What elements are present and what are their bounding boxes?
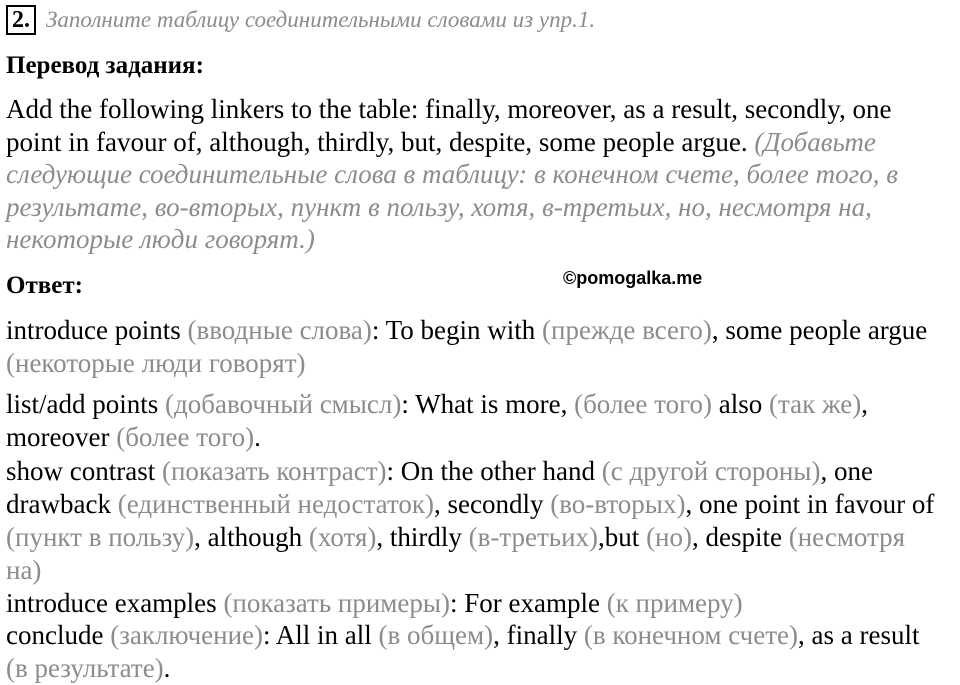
translation-gloss: (добавочный смысл) [165,389,402,419]
answer-text: , moreover [6,389,868,452]
answer-text: : What is more, [401,389,575,419]
translation-gloss: (во-вторых) [550,489,686,519]
translation-gloss: (вводные слова) [187,315,372,345]
translation-gloss: (единственный недостаток) [117,489,434,519]
answer-text: list/add points [6,389,166,419]
task-instruction: Заполните таблицу соединительными словами из упр.1. [46,7,596,32]
translation-gloss: (хотя) [308,522,377,552]
translation-gloss: (несмотря на) [6,522,906,585]
task-header [6,4,595,36]
answer-text: : To begin with [371,315,543,345]
translation-gloss: (показать контраст) [161,456,387,486]
answer-text: , despite [692,522,789,552]
translation-gloss: (некоторые люди говорят) [6,348,306,378]
answer-text: , one drawback [6,456,873,519]
translation-gloss: (так же) [768,389,862,419]
translation-gloss: (пункт в пользу) [6,522,195,552]
answer-text: . [163,653,171,683]
translation-gloss: (в общем) [378,620,494,650]
answer-heading: Ответ: [6,272,83,299]
translation-gloss: (более того) [116,422,255,452]
translation-heading: Перевод задания: [6,52,204,79]
answer-row-conclude [6,619,946,685]
translation-gloss: (прежде всего) [542,315,712,345]
answer-text: : For example [449,588,607,618]
answer-text: , although [194,522,309,552]
answer-text: , some people argue [711,315,928,345]
watermark: ©pomogalka.me [563,268,703,288]
translation-gloss: (более того) [574,389,712,419]
answer-text: ,but [598,522,647,552]
answer-text: also [711,389,769,419]
translation-paragraph [6,93,946,256]
answer-row-introduce-examples [6,587,946,620]
answer-text: conclude [6,620,111,650]
answer-text: , as a result [798,620,920,650]
answer-row-introduce-points [6,314,946,380]
translation-gloss: (но) [646,522,692,552]
translation-gloss: (заключение) [110,620,264,650]
translation-gloss: (к примеру) [606,588,743,618]
translation-gloss: (в-третьих) [468,522,599,552]
translation-gloss: (с другой стороны) [601,456,821,486]
answer-text: : All in all [263,620,379,650]
translation-russian: (Добавьте следующие соединительные слова в таблицу: в конечном счете, более того, в результате, во-вторых, пункт в пользу, хотя, в-третьих, но, несмотря на, некоторые люди говорят.) [6,126,898,254]
answer-text: , one point in favour of [685,489,935,519]
translation-english: Add the following linkers to the table: finally, moreover, as a result, secondly, one point in favour of, although, thirdly, but, despite, some people argue. [6,94,892,157]
answer-text: , thirdly [376,522,469,552]
translation-gloss: (в результате) [6,653,164,683]
answer-text: introduce examples [6,588,224,618]
answer-text: , finally [493,620,584,650]
answer-text: : On the other hand [386,456,602,486]
answer-row-list-add-points [6,388,946,454]
translation-gloss: (в конечном счете) [583,620,798,650]
answer-text: show contrast [6,456,162,486]
answer-row-show-contrast [6,455,946,587]
answer-text: , secondly [434,489,551,519]
translation-gloss: (показать примеры) [223,588,450,618]
answer-text: . [254,422,261,452]
answer-text: introduce points [6,315,188,345]
task-number-box: 2. [6,5,36,35]
